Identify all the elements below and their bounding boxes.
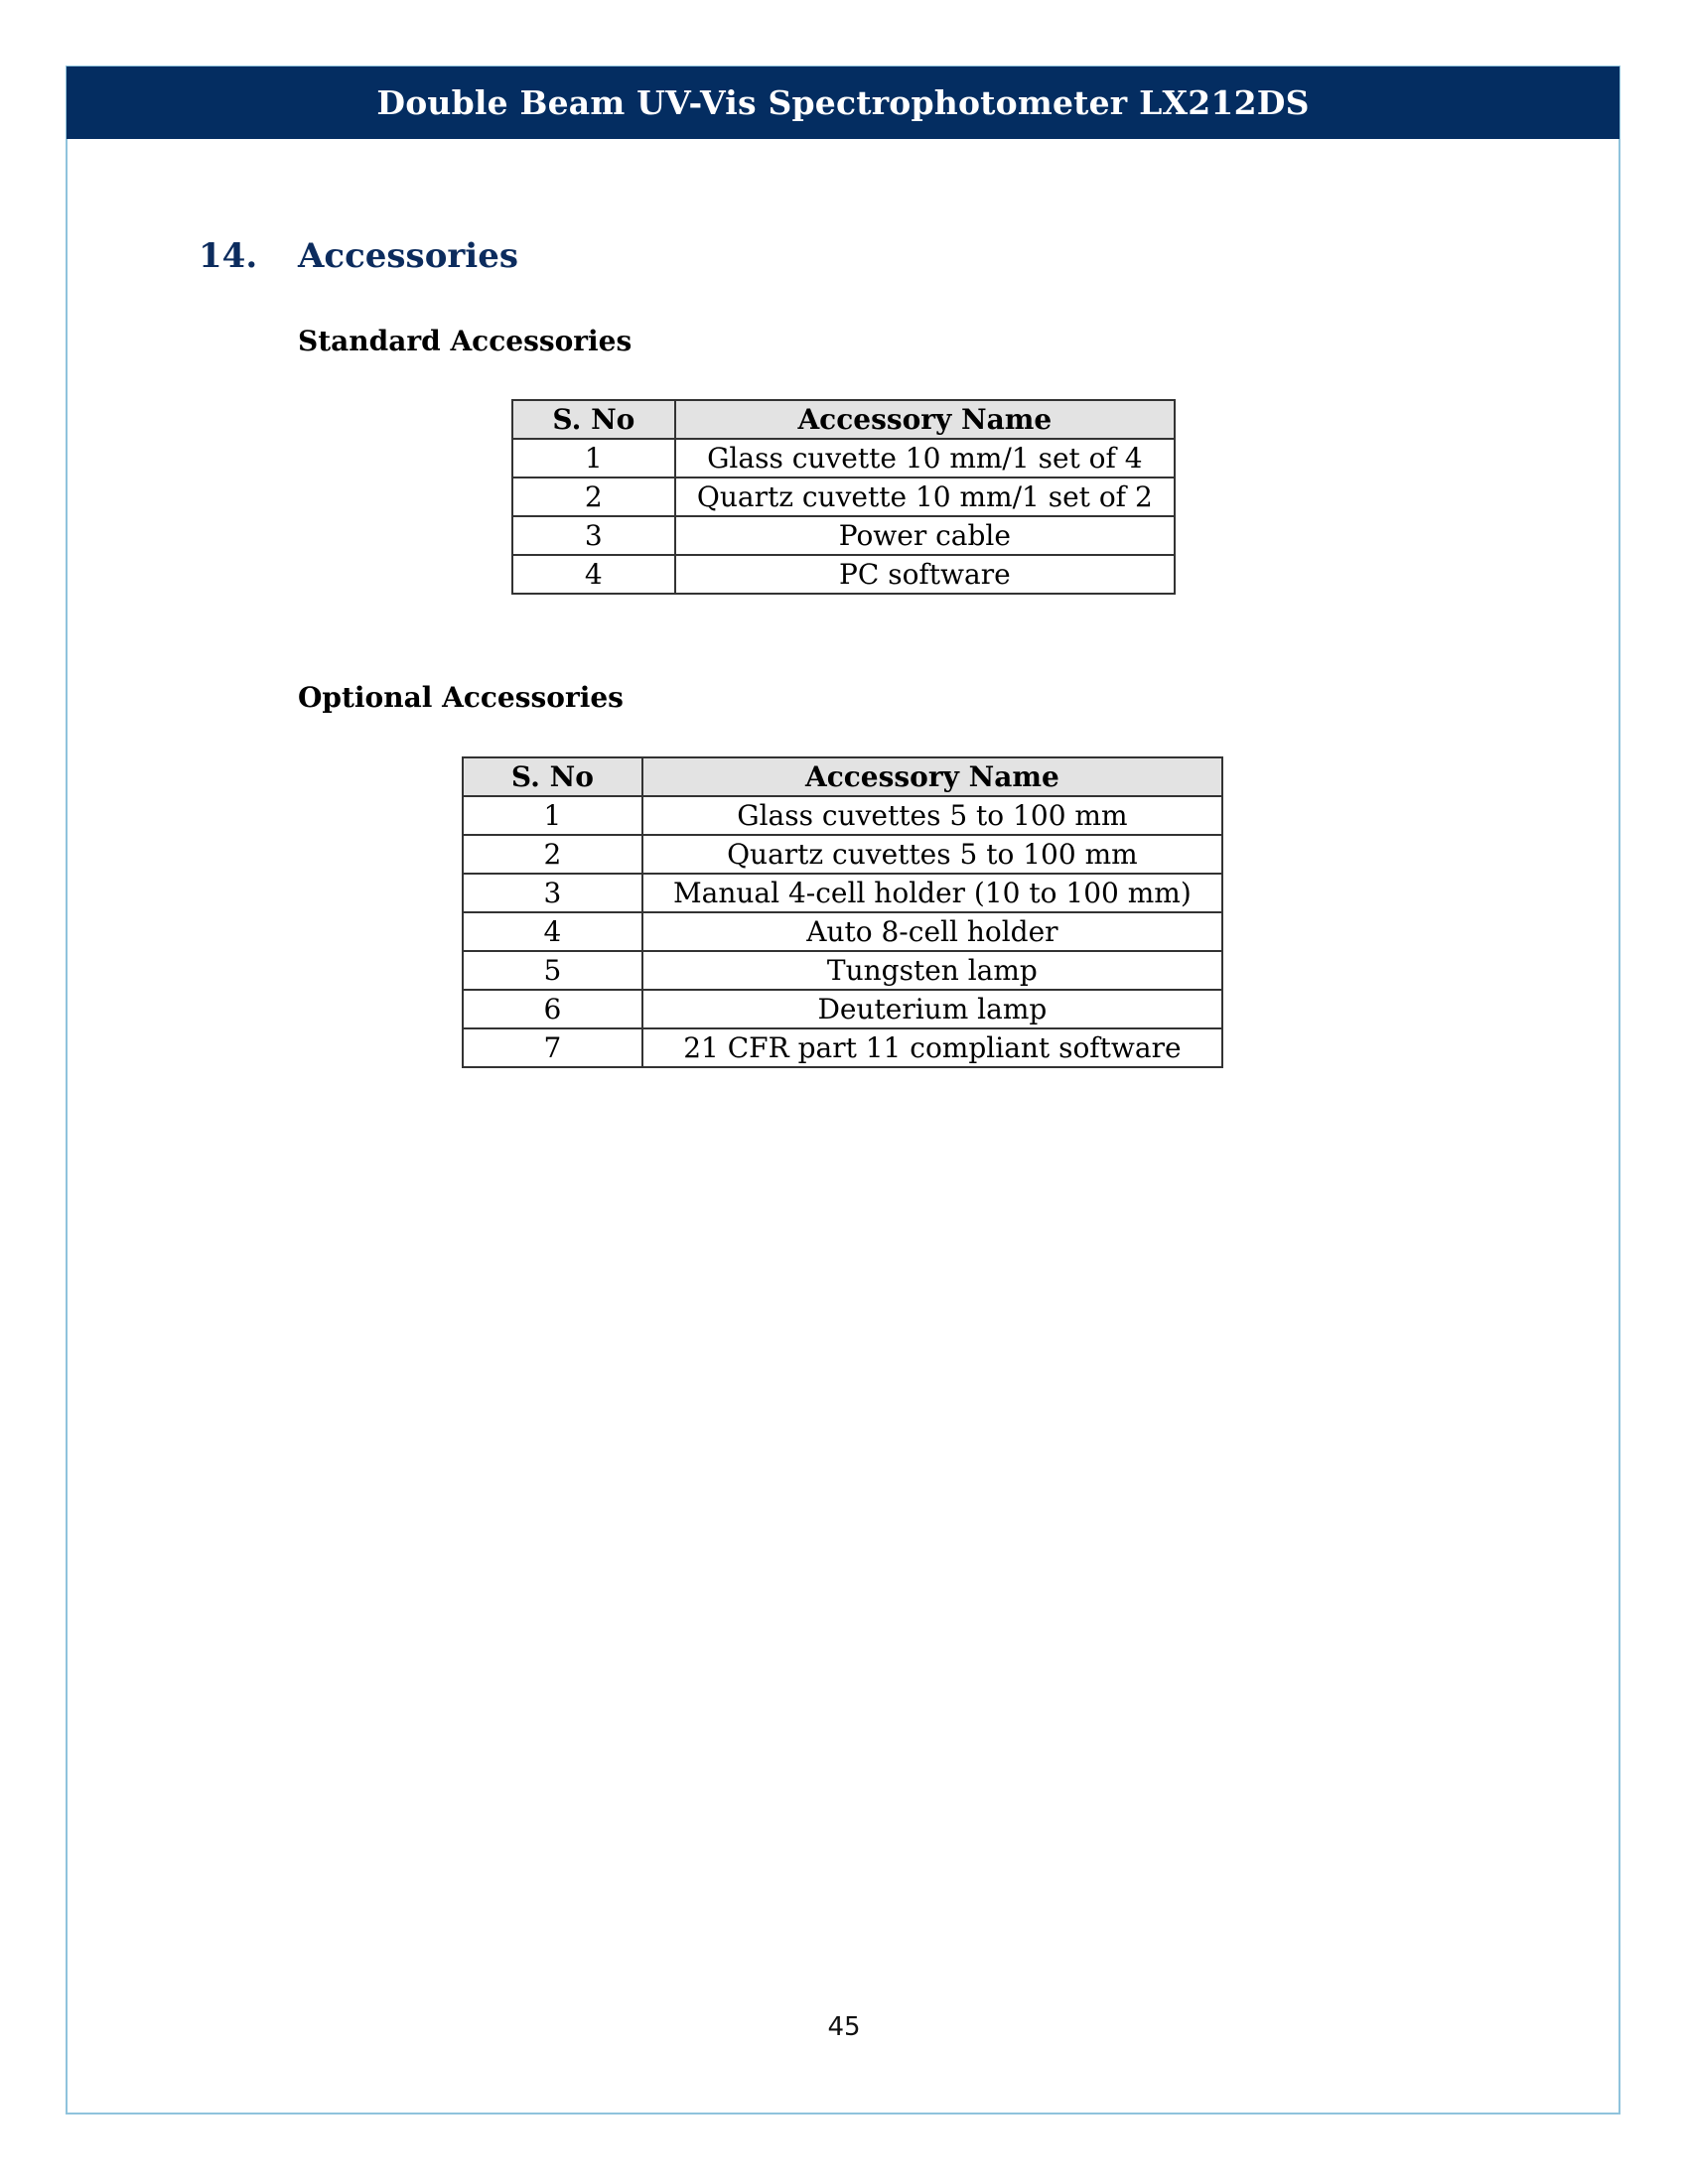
page-number: 45 [827,2012,861,2042]
column-header-sno: S. No [512,400,675,439]
table-row [512,478,1175,516]
cell-sno: 6 [463,990,642,1028]
table-header-row [512,400,1175,439]
table-row [512,555,1175,594]
cell-sno: 2 [463,835,642,874]
document-header [67,67,1619,139]
cell-accessory-name: Deuterium lamp [642,990,1222,1028]
table-row [463,990,1222,1028]
standard-accessories-heading: Standard Accessories [298,325,633,357]
cell-accessory-name: Glass cuvette 10 mm/1 set of 4 [675,439,1175,478]
table-row [463,1028,1222,1067]
column-header-sno: S. No [463,757,642,796]
optional-accessories-heading: Optional Accessories [298,681,624,714]
cell-accessory-name: Auto 8-cell holder [642,912,1222,951]
column-header-accessory-name: Accessory Name [675,400,1175,439]
cell-sno: 7 [463,1028,642,1067]
cell-sno: 3 [463,874,642,912]
cell-sno: 4 [463,912,642,951]
cell-sno: 2 [512,478,675,516]
cell-accessory-name: Manual 4-cell holder (10 to 100 mm) [642,874,1222,912]
optional-accessories-table [462,756,1223,1068]
cell-sno: 4 [512,555,675,594]
cell-sno: 5 [463,951,642,990]
document-title: Double Beam UV-Vis Spectrophotometer LX212DS [376,83,1310,122]
table-row [512,516,1175,555]
cell-accessory-name: Glass cuvettes 5 to 100 mm [642,796,1222,835]
cell-accessory-name: Power cable [675,516,1175,555]
table-row [463,835,1222,874]
table-row [463,796,1222,835]
section-heading [199,236,518,276]
cell-accessory-name: PC software [675,555,1175,594]
cell-sno: 1 [512,439,675,478]
table-row [463,951,1222,990]
cell-sno: 3 [512,516,675,555]
cell-sno: 1 [463,796,642,835]
table-row [463,874,1222,912]
section-title: Accessories [298,236,518,276]
cell-accessory-name: Quartz cuvettes 5 to 100 mm [642,835,1222,874]
cell-accessory-name: Quartz cuvette 10 mm/1 set of 2 [675,478,1175,516]
table-row [512,439,1175,478]
page-frame [66,66,1620,2115]
section-number: 14. [199,236,258,276]
cell-accessory-name: 21 CFR part 11 compliant software [642,1028,1222,1067]
column-header-accessory-name: Accessory Name [642,757,1222,796]
table-row [463,912,1222,951]
cell-accessory-name: Tungsten lamp [642,951,1222,990]
standard-accessories-table [511,399,1176,595]
table-header-row [463,757,1222,796]
